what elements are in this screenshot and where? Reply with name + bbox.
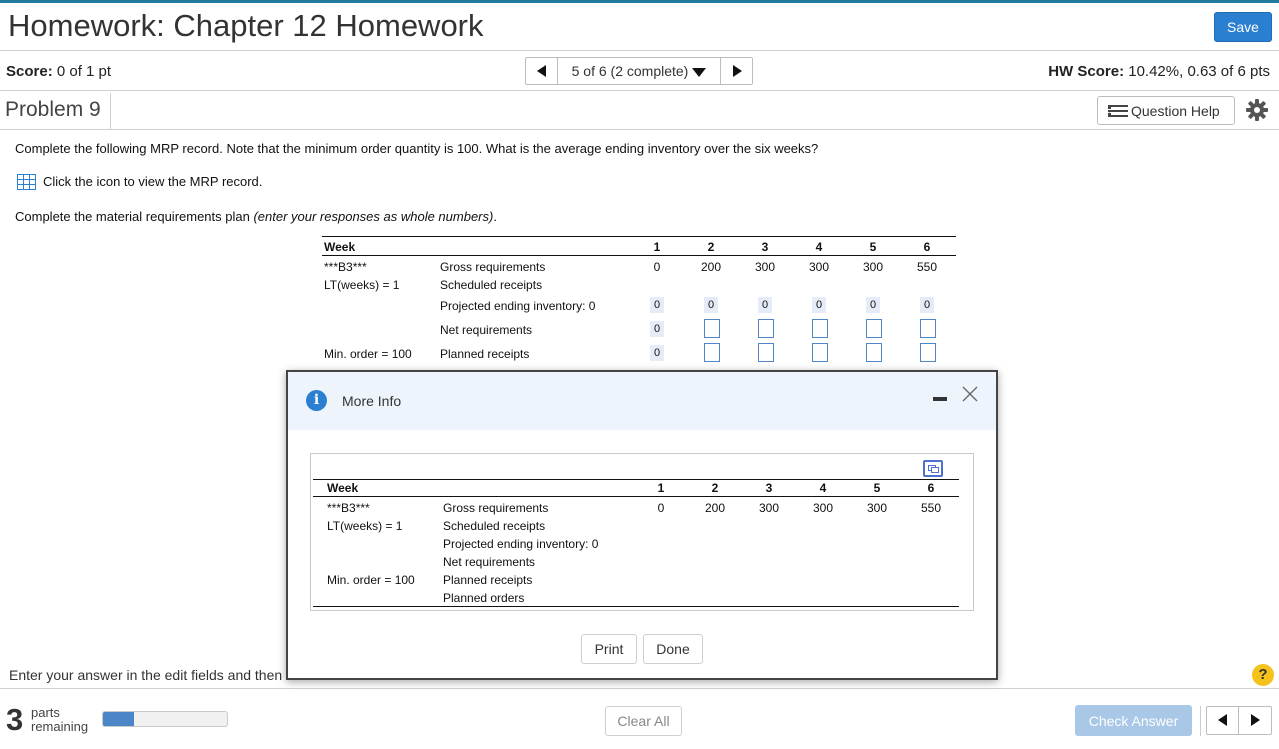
- answer-instructions: Enter your answer in the edit fields and then: [9, 667, 283, 683]
- more-info-dialog: [286, 370, 998, 680]
- lead-time: LT(weeks) = 1: [327, 519, 403, 533]
- divider: [0, 688, 1279, 689]
- dialog-header: [288, 372, 996, 430]
- instruction-text: [15, 209, 497, 224]
- gear-icon[interactable]: [1245, 98, 1269, 122]
- previous-question-button[interactable]: [526, 58, 558, 84]
- hw-score-label: HW Score:: [1048, 63, 1125, 80]
- table-rule: [313, 606, 959, 607]
- week-header: 6: [927, 481, 935, 495]
- week-header: 5: [873, 481, 881, 495]
- planned-receipts-input[interactable]: [812, 343, 828, 362]
- save-button[interactable]: Save: [1214, 12, 1272, 42]
- gross-value: 550: [916, 260, 938, 274]
- gross-value: 300: [758, 501, 780, 515]
- row-label: Planned orders: [443, 591, 525, 605]
- min-order: Min. order = 100: [327, 573, 415, 587]
- gross-value: 200: [704, 501, 726, 515]
- item-name: ***B3***: [324, 260, 367, 274]
- gross-value: 200: [700, 260, 722, 274]
- week-label: Week: [327, 481, 359, 495]
- mrp-record-table: [311, 454, 975, 612]
- question-help-label: Question Help: [1131, 102, 1220, 119]
- gross-requirements-label: Gross requirements: [440, 260, 546, 274]
- net-requirements-label: Net requirements: [440, 323, 533, 337]
- caret-down-icon: [692, 68, 706, 77]
- week-header: 4: [819, 481, 827, 495]
- instruction-italic: (enter your responses as whole numbers): [253, 209, 494, 224]
- net-requirements-value: 0: [650, 321, 664, 337]
- planned-receipts-label: Planned receipts: [440, 347, 530, 361]
- dialog-title: More Info: [342, 393, 402, 409]
- print-button[interactable]: Print: [581, 634, 637, 664]
- net-requirements-input[interactable]: [866, 319, 882, 338]
- row-label: Gross requirements: [443, 501, 549, 515]
- divider: [0, 90, 1279, 91]
- row-label: Planned receipts: [443, 573, 533, 587]
- table-rule: [313, 496, 959, 497]
- parts-progress-bar: [102, 711, 228, 727]
- week-header: 4: [815, 240, 823, 254]
- week-header: 3: [765, 481, 773, 495]
- clear-all-button[interactable]: Clear All: [605, 706, 682, 736]
- arrow-right-icon: [1251, 714, 1260, 726]
- scheduled-receipts-label: Scheduled receipts: [440, 278, 543, 292]
- gross-value: 300: [866, 501, 888, 515]
- instruction-end: .: [493, 209, 497, 224]
- lead-time: LT(weeks) = 1: [324, 278, 400, 292]
- projected-inventory-value: 0: [650, 297, 664, 313]
- minimize-icon[interactable]: [933, 397, 947, 401]
- planned-receipts-input[interactable]: [758, 343, 774, 362]
- hw-score-display: [1048, 63, 1270, 80]
- parts-line: parts: [31, 705, 60, 720]
- score-label: Score:: [6, 63, 53, 80]
- row-label: Projected ending inventory: 0: [443, 537, 599, 551]
- gross-value: 300: [808, 260, 830, 274]
- mrp-answer-table: [322, 236, 956, 366]
- parts-remaining-count: 3: [6, 702, 24, 737]
- pager-status: 5 of 6 (2 complete): [571, 63, 689, 79]
- hw-score-value: 10.42%, 0.63 of 6 pts: [1124, 63, 1270, 80]
- score-display: [6, 63, 111, 80]
- item-name: ***B3***: [327, 501, 370, 515]
- previous-button[interactable]: [1207, 707, 1239, 734]
- table-rule: [322, 236, 956, 237]
- week-header: 1: [657, 481, 665, 495]
- row-label: Scheduled receipts: [443, 519, 546, 533]
- min-order: Min. order = 100: [324, 347, 412, 361]
- table-rule: [322, 255, 956, 256]
- divider: [110, 93, 111, 129]
- next-question-button[interactable]: [720, 58, 752, 84]
- projected-inventory-label: Projected ending inventory: 0: [440, 299, 596, 313]
- planned-receipts-input[interactable]: [704, 343, 720, 362]
- gross-value: 0: [657, 501, 665, 515]
- arrow-right-icon: [733, 65, 742, 77]
- week-header: 1: [653, 240, 661, 254]
- gross-value: 300: [862, 260, 884, 274]
- planned-receipts-value: 0: [650, 345, 664, 361]
- question-help-button[interactable]: [1097, 96, 1235, 125]
- remaining-line: remaining: [31, 719, 89, 734]
- next-button[interactable]: [1239, 707, 1271, 734]
- table-icon[interactable]: [17, 174, 36, 190]
- planned-receipts-input[interactable]: [866, 343, 882, 362]
- planned-receipts-input[interactable]: [920, 343, 936, 362]
- net-requirements-input[interactable]: [704, 319, 720, 338]
- divider: [0, 50, 1279, 51]
- week-header: 2: [711, 481, 719, 495]
- help-icon[interactable]: ?: [1252, 664, 1274, 686]
- top-accent-bar: [0, 0, 1279, 3]
- list-icon: [1108, 105, 1128, 117]
- gross-value: 0: [653, 260, 661, 274]
- mrp-record-panel: [310, 453, 974, 611]
- progress-fill: [103, 712, 134, 726]
- divider: [0, 129, 1279, 130]
- arrow-left-icon: [1218, 714, 1227, 726]
- question-prompt: Complete the following MRP record. Note that the minimum order quantity is 100. What is the average ending inventory over the six weeks?: [15, 141, 819, 156]
- expand-icon[interactable]: [923, 460, 943, 477]
- net-requirements-input[interactable]: [758, 319, 774, 338]
- net-requirements-input[interactable]: [812, 319, 828, 338]
- row-label: Net requirements: [443, 555, 536, 569]
- parts-remaining-text: [31, 706, 88, 734]
- gross-value: 300: [754, 260, 776, 274]
- week-header: 3: [761, 240, 769, 254]
- page-title: Homework: Chapter 12 Homework: [8, 8, 484, 43]
- question-pager: [525, 57, 753, 85]
- divider: [1200, 706, 1201, 736]
- question-nav: [1206, 706, 1272, 735]
- view-record-text: Click the icon to view the MRP record.: [43, 174, 263, 189]
- done-button[interactable]: Done: [643, 634, 703, 664]
- net-requirements-input[interactable]: [920, 319, 936, 338]
- week-label: Week: [324, 240, 356, 254]
- week-header: 6: [923, 240, 931, 254]
- projected-inventory-value: 0: [758, 297, 772, 313]
- close-icon[interactable]: [961, 385, 979, 403]
- projected-inventory-value: 0: [812, 297, 826, 313]
- projected-inventory-value: 0: [920, 297, 934, 313]
- week-header: 2: [707, 240, 715, 254]
- table-rule: [313, 479, 959, 480]
- info-icon: i: [306, 390, 327, 411]
- gross-value: 550: [920, 501, 942, 515]
- projected-inventory-value: 0: [866, 297, 880, 313]
- instruction-main: Complete the material requirements plan: [15, 209, 254, 224]
- gross-value: 300: [812, 501, 834, 515]
- projected-inventory-value: 0: [704, 297, 718, 313]
- problem-label: Problem 9: [5, 98, 101, 121]
- question-selector[interactable]: [558, 58, 720, 84]
- week-header: 5: [869, 240, 877, 254]
- arrow-left-icon: [537, 65, 546, 77]
- score-value: 0 of 1 pt: [52, 63, 112, 80]
- check-answer-button[interactable]: Check Answer: [1075, 705, 1192, 736]
